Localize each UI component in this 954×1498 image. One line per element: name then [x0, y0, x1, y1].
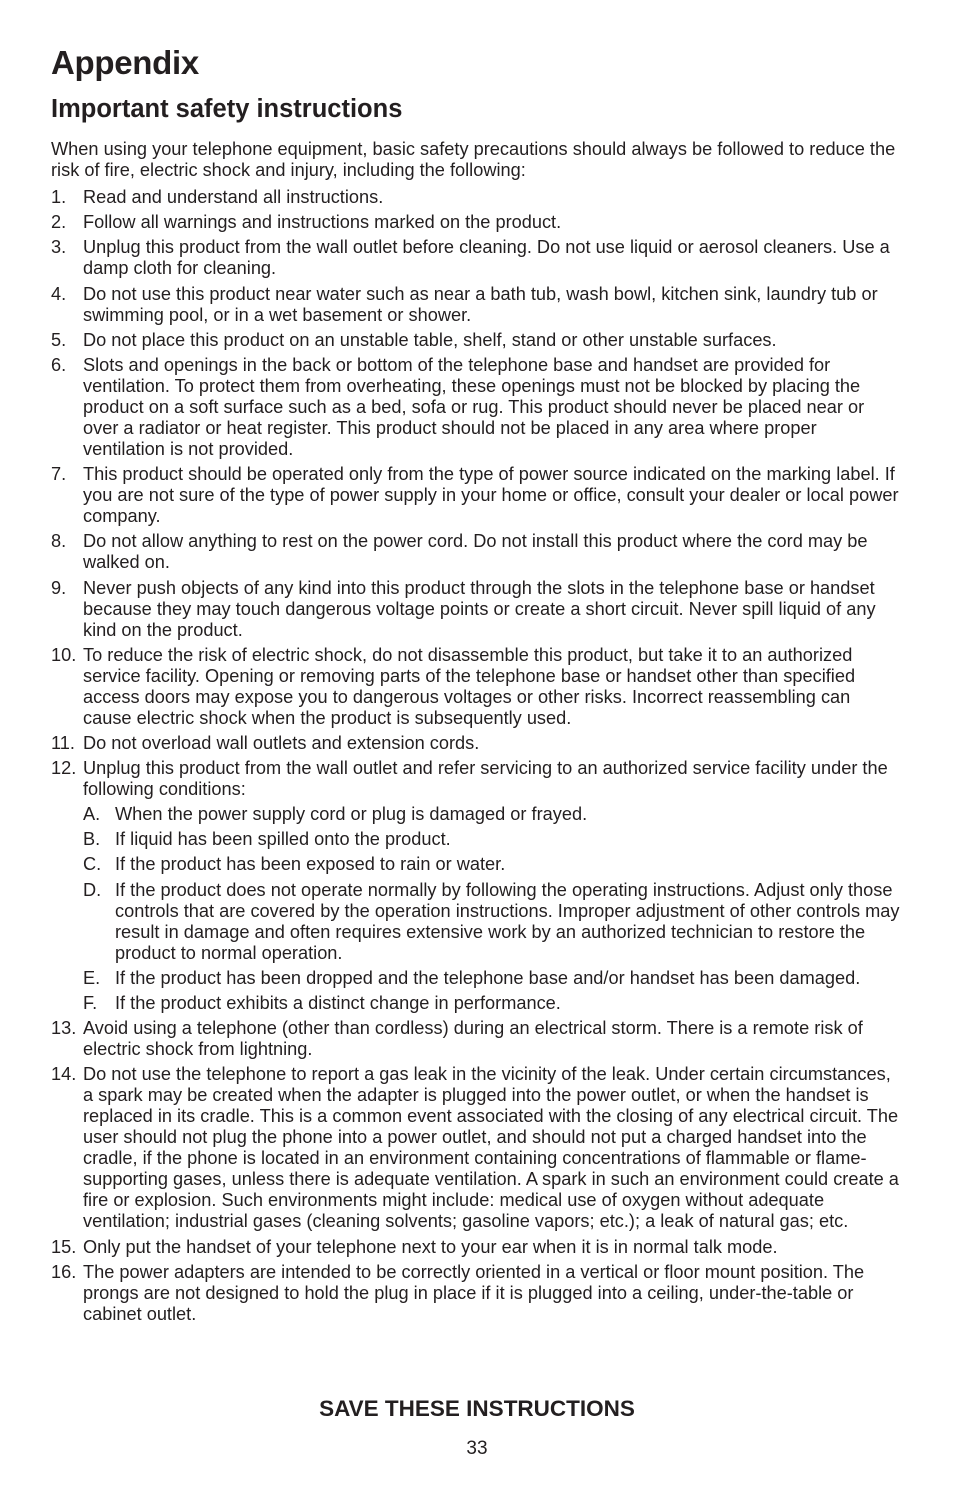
subitem-text: If liquid has been spilled onto the product. — [115, 829, 451, 850]
sublist-item — [83, 880, 903, 964]
item-text: Only put the handset of your telephone next to your ear when it is in normal talk mode. — [83, 1236, 778, 1257]
list-item — [51, 578, 903, 641]
item-number: 4. — [51, 283, 67, 304]
subitem-text: If the product does not operate normally by following the operating instructions. Adjust only those controls that are covered by the operation instructions. Improper adjustment of other controls may result in damage and often requires extensive work by an authorized technician to restore the product to normal operation. — [115, 879, 900, 963]
item-text: Unplug this product from the wall outlet and refer servicing to an authorized service facility under the following conditions: — [83, 758, 888, 800]
list-item — [51, 237, 903, 279]
item-number: 15. — [51, 1236, 77, 1257]
item-number: 12. — [51, 758, 77, 779]
list-item — [51, 284, 903, 326]
page-title: Appendix — [51, 44, 199, 81]
item-number: 1. — [51, 187, 67, 207]
list-item — [51, 733, 903, 754]
list-item — [51, 531, 903, 573]
item-number: 11. — [51, 732, 75, 753]
item-text: Do not overload wall outlets and extension cords. — [83, 732, 480, 753]
list-item — [51, 330, 903, 351]
item-text: Slots and openings in the back or bottom of the telephone base and handset are provided for ventilation. To protect them from overheating, these openings must not be blocked by placing the product on a soft surface such as a bed, sofa or rug. This product should never be placed near or over a radiator or heat register. This product should not be placed in any area where proper ventilation is not provided. — [83, 354, 865, 459]
list-item — [51, 464, 903, 527]
item-number: 7. — [51, 464, 67, 485]
item-text: Unplug this product from the wall outlet before cleaning. Do not use liquid or aerosol cleaners. Use a damp cloth for cleaning. — [83, 237, 890, 279]
item-number: 3. — [51, 237, 67, 258]
item-number: 13. — [51, 1018, 77, 1039]
sublist-item — [83, 993, 903, 1014]
subitem-letter: C. — [83, 854, 102, 875]
list-item — [51, 1018, 903, 1060]
list-item — [51, 645, 903, 729]
item-number: 6. — [51, 354, 67, 375]
subitem-text: If the product exhibits a distinct change in performance. — [115, 993, 561, 1013]
list-item — [51, 1262, 903, 1325]
item-text: Do not use this product near water such as near a bath tub, wash bowl, kitchen sink, laundry tub or swimming pool, or in a wet basement or shower. — [83, 283, 878, 325]
sublist-item — [83, 829, 903, 850]
item-text: Avoid using a telephone (other than cordless) during an electrical storm. There is a remote risk of electric shock from lightning. — [83, 1018, 863, 1060]
document-page — [51, 40, 903, 1329]
item-number: 5. — [51, 329, 67, 350]
conditions-sublist — [83, 804, 903, 1014]
subitem-letter: E. — [83, 967, 101, 988]
subitem-text: If the product has been exposed to rain or water. — [115, 854, 506, 875]
subitem-letter: A. — [83, 804, 101, 825]
save-instructions-heading: SAVE THESE INSTRUCTIONS — [319, 1396, 635, 1421]
list-item — [51, 212, 903, 233]
item-text: Do not place this product on an unstable table, shelf, stand or other unstable surfaces. — [83, 329, 777, 350]
item-number: 14. — [51, 1064, 77, 1085]
page-number: 33 — [466, 1438, 488, 1459]
subitem-letter: F. — [83, 993, 98, 1013]
sublist-item — [83, 968, 903, 989]
intro-paragraph: When using your telephone equipment, basic safety precautions should always be followed to reduce the risk of fire, electric shock and injury, including the following: — [51, 139, 896, 180]
list-item — [51, 1237, 903, 1258]
list-item — [51, 758, 903, 1014]
subitem-letter: D. — [83, 879, 102, 900]
subitem-letter: B. — [83, 829, 101, 850]
list-item — [51, 355, 903, 460]
item-text: Follow all warnings and instructions marked on the product. — [83, 212, 562, 233]
item-text: This product should be operated only from the type of power source indicated on the marking label. If you are not sure of the type of power supply in your home or office, consult your dealer or local power company. — [83, 464, 899, 527]
item-number: 9. — [51, 577, 67, 598]
list-item — [51, 187, 903, 208]
safety-instructions-list — [51, 187, 903, 1325]
item-text: Never push objects of any kind into this product through the slots in the telephone base or handset because they may touch dangerous voltage points or create a short circuit. Never spill liquid of any kind on the product. — [83, 577, 876, 640]
item-text: The power adapters are intended to be correctly oriented in a vertical or floor mount position. The prongs are not designed to hold the plug in place if it is plugged into a ceiling, under-the-table or cabinet outlet. — [83, 1261, 865, 1324]
subitem-text: If the product has been dropped and the telephone base and/or handset has been damaged. — [115, 967, 861, 988]
item-number: 2. — [51, 212, 67, 233]
section-title: Important safety instructions — [51, 95, 403, 123]
item-text: Do not use the telephone to report a gas leak in the vicinity of the leak. Under certain circumstances, a spark may be created when the adapter is plugged into the power outlet, or when the handset is replaced in its cradle. This is a common event associated with the closing of any electrical circuit. The user should not plug the phone into a power outlet, and should not put a charged handset into the cradle, if the phone is located in an environment containing concentrations of flammable or flame-supporting gases, unless there is adequate ventilation. A spark in such an environment could create a fire or explosion. Such environments might include: medical use of oxygen without adequate ventilation; industrial gases (cleaning solvents; gasoline vapors; etc.); a leak of natural gas; etc. — [83, 1064, 899, 1232]
item-text: Read and understand all instructions. — [83, 187, 384, 207]
item-text: Do not allow anything to rest on the power cord. Do not install this product where the cord may be walked on. — [83, 531, 868, 573]
item-number: 8. — [51, 531, 67, 552]
subitem-text: When the power supply cord or plug is damaged or frayed. — [115, 804, 588, 825]
list-item — [51, 1064, 903, 1232]
sublist-item — [83, 854, 903, 875]
sublist-item — [83, 804, 903, 825]
item-number: 10. — [51, 644, 77, 665]
item-number: 16. — [51, 1261, 77, 1282]
item-text: To reduce the risk of electric shock, do not disassemble this product, but take it to an authorized service facility. Opening or removing parts of the telephone base or handset other than specified access doors may expose you to dangerous voltages or other risks. Incorrect reassembling can cause electric shock when the product is subsequently used. — [83, 644, 856, 728]
